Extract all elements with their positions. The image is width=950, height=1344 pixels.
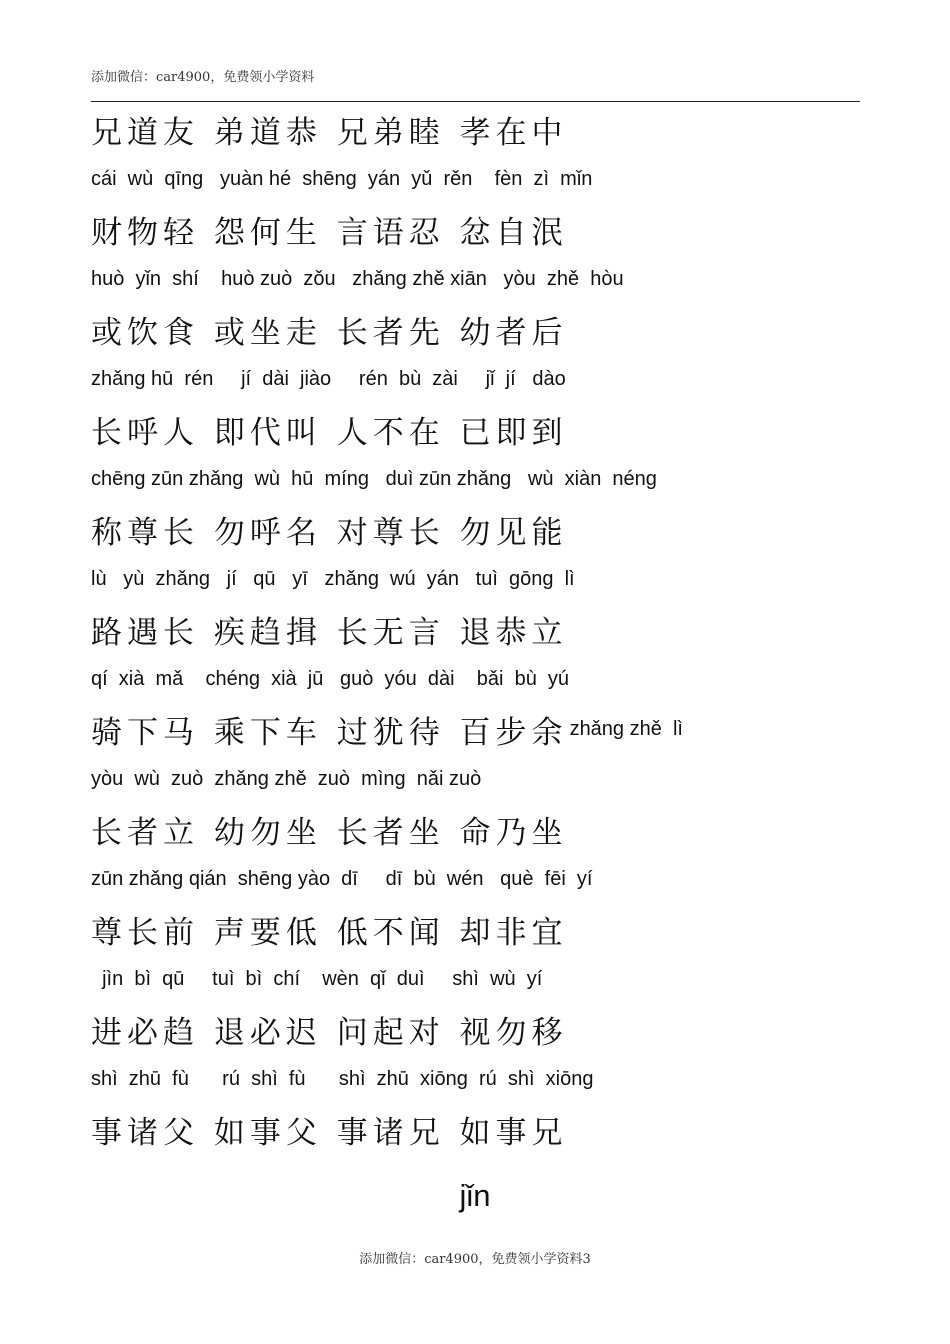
pinyin-line: zūn zhǎng qián shēng yào dī dī bù wén què fēi yí bbox=[91, 867, 593, 890]
hanzi-text: 财物轻 怨何生 言语忍 忿自泯 bbox=[91, 214, 568, 251]
hanzi-text: 骑下马 乘下车 过犹待 百步余 bbox=[91, 714, 568, 751]
pinyin-line: chēng zūn zhǎng wù hū míng duì zūn zhǎng wù xiàn néng bbox=[91, 467, 657, 490]
hanzi-line bbox=[91, 304, 871, 354]
hanzi-line bbox=[91, 1004, 871, 1054]
hanzi-text: 兄道友 弟道恭 兄弟睦 孝在中 bbox=[91, 114, 568, 151]
page-header: 添加微信：car4900，免费领小学资料 bbox=[91, 70, 315, 85]
hanzi-text: 路遇长 疾趋揖 长无言 退恭立 bbox=[91, 614, 568, 651]
pinyin-line: zhǎng hū rén jí dài jiào rén bù zài jǐ jí dào bbox=[91, 367, 566, 390]
hanzi-text: 进必趋 退必迟 问起对 视勿移 bbox=[91, 1014, 568, 1051]
hanzi-line bbox=[91, 704, 871, 754]
hanzi-text: 长者立 幼勿坐 长者坐 命乃坐 bbox=[91, 814, 568, 851]
pinyin-line: yòu wù zuò zhǎng zhě zuò mìng nǎi zuò bbox=[91, 767, 482, 790]
hanzi-text: 事诸父 如事父 事诸兄 如事兄 bbox=[91, 1114, 568, 1151]
text-body bbox=[91, 104, 871, 1154]
footer-pinyin: jǐn bbox=[459, 1178, 491, 1213]
hanzi-line bbox=[91, 204, 871, 254]
hanzi-line bbox=[91, 404, 871, 454]
hanzi-text: 或饮食 或坐走 长者先 幼者后 bbox=[91, 314, 568, 351]
page-footer: 添加微信：car4900，免费领小学资料3 bbox=[359, 1252, 591, 1267]
hanzi-text: 称尊长 勿呼名 对尊长 勿见能 bbox=[91, 514, 568, 551]
hanzi-text: 长呼人 即代叫 人不在 已即到 bbox=[91, 414, 568, 451]
pinyin-line: lù yù zhǎng jí qū yī zhǎng wú yán tuì gōng lì bbox=[91, 567, 575, 590]
hanzi-line bbox=[91, 804, 871, 854]
pinyin-line: qí xià mǎ chéng xià jū guò yóu dài bǎi bù yú bbox=[91, 667, 570, 690]
pinyin-line: huò yǐn shí huò zuò zǒu zhǎng zhě xiān yòu zhě hòu bbox=[91, 267, 624, 290]
pinyin-line: cái wù qīng yuàn hé shēng yán yǔ rěn fèn zì mǐn bbox=[91, 167, 593, 190]
hanzi-line bbox=[91, 904, 871, 954]
hanzi-line bbox=[91, 1104, 871, 1154]
pinyin-line: jìn bì qū tuì bì chí wèn qǐ duì shì wù yí bbox=[91, 967, 543, 990]
hanzi-text: 尊长前 声要低 低不闻 却非宜 bbox=[91, 914, 568, 951]
header-divider bbox=[91, 101, 860, 102]
hanzi-line bbox=[91, 104, 871, 154]
pinyin-line: shì zhū fù rú shì fù shì zhū xiōng rú shì xiōng bbox=[91, 1067, 594, 1090]
hanzi-line bbox=[91, 504, 871, 554]
hanzi-line bbox=[91, 604, 871, 654]
inline-pinyin: zhǎng zhě lì bbox=[569, 717, 683, 740]
